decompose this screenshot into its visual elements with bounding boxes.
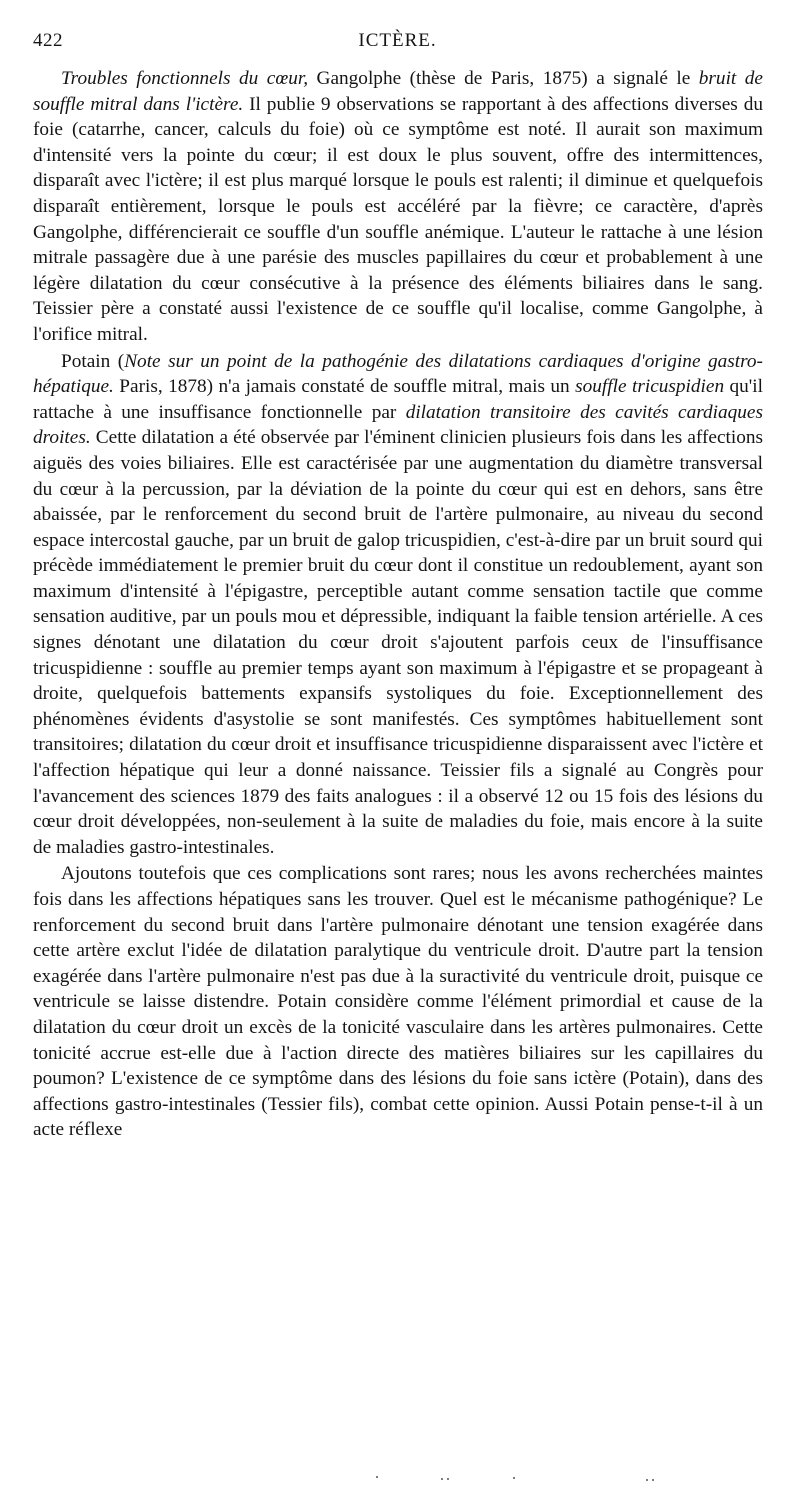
text-run: qu'il rattache à une insuffisance fonctionnelle par <box>33 376 763 423</box>
running-title: ICTÈRE. <box>358 30 437 51</box>
text-run: Potain ( <box>61 350 125 372</box>
page-number: 422 <box>33 30 63 51</box>
italic-text: bruit de souffle mitral dans l'ictère. <box>33 68 763 115</box>
italic-text: Troubles fonctionnels du cœur, <box>61 68 309 89</box>
paragraph <box>33 66 763 348</box>
body-text <box>33 66 763 1143</box>
italic-text: Note sur un point de la pathogénie des dilatations cardiaques d'origine gastro-hépatique. <box>33 350 763 398</box>
page-header <box>33 30 762 58</box>
italic-text: souffle tricuspidien <box>575 376 725 398</box>
text-run: Paris, 1878) n'a jamais constaté de souffle mitral, mais un <box>113 376 576 398</box>
paragraph <box>33 349 763 861</box>
text-run: Ajoutons toutefois que ces complications sont rares; nous les avons recherchées maintes fois dans les affections hépatiques sans les trouver. Quel est le mécanisme pathogénique? Le renforcement du second bruit dans l'artère pulmonaire dénotant une tension exagérée dans cette artère exclut l'idée de dilatation paralytique du ventricule droit. D'autre part la tension exagérée dans l'artère pulmonaire n'est pas due à la suractivité du ventricule droit, puisque ce ventricule se laisse distendre. Potain considère comme l'élément primordial et cause de la dilatation du cœur droit un excès de la tonicité vasculaire dans les artères pulmonaires. Cette tonicité accrue est-elle due à l'action directe des matières biliaires sur les capillaires du poumon? L'existence de ce symptôme dans des lésions du foie sans ictère (Potain), dans des affections gastro-intestinales (Tessier fils), combat cette opinion. Aussi Potain pense-t-il à un acte réflexe <box>33 863 763 1141</box>
italic-text: dilatation transitoire des cavités cardiaques droites. <box>33 401 763 449</box>
paragraph <box>33 861 763 1143</box>
text-run: Il publie 9 observations se rapportant à des affections diverses du foie (catarrhe, cancer, calculs du foie) où ce symptôme est noté. Il aurait son maximum d'intensité vers la pointe du cœur; il est doux le plus souvent, offre des intermittences, disparaît avec l'ictère; il est plus marqué lorsque le pouls est ralenti; il diminue et quelquefois disparaît entièrement, lorsque le pouls est accéléré par la fièvre; ce caractère, d'après Gangolphe, différencierait ce souffle d'un souffle anémique. L'auteur le rattache à une lésion mitrale passagère due à une parésie des muscles papillaires du cœur et probablement à une légère dilatation du cœur consécutive à la présence des éléments biliaires dans le sang. Teissier père a constaté aussi l'existence de ce souffle qu'il localise, comme Gangolphe, à l'orifice mitral. <box>33 93 764 345</box>
text-run: Cette dilatation a été observée par l'éminent clinicien plusieurs fois dans les affections aiguës des voies biliaires. Elle est caractérisée par une augmentation du diamètre transversal du cœur à la percussion, par la déviation de la pointe du cœur qui est en dehors, sans être abaissée, par le renforcement du second bruit de l'artère pulmonaire, au niveau du second espace intercostal gauche, par un bruit de galop tricuspidien, c'est-à-dire par un bruit sourd qui précède immédiatement le premier bruit du cœur dont il constitue un redoublement, ayant son maximum d'intensité à l'épigastre, perceptible autant comme sensation tactile que comme sensation auditive, par un pouls mou et dépressible, indiquant la faible tension artérielle. A ces signes dénotant une dilatation du cœur droit s'ajoutent parfois ceux de l'insuffisance tricuspidienne : souffle au premier temps ayant son maximum à l'épigastre et se propageant à droite, quelquefois battements expansifs systoliques du foie. Exceptionnellement des phénomènes évidents d'asystolie se sont manifestés. Ces symptômes habituellement sont transitoires; dilatation du cœur droit et insuffisance tricuspidienne disparaissent avec l'ictère et l'affection hépatique qui leur a donné naissance. Teissier fils a signalé au Congrès pour l'avancement des sciences 1879 des faits analogues : il a observé 12 ou 15 fois des lésions du cœur droit développées, non-seulement à la suite de maladies du foie, mais encore à la suite de maladies gastro-intestinales. <box>33 427 763 858</box>
scan-specks <box>0 1476 800 1486</box>
text-run: Gangolphe (thèse de Paris, 1875) a signalé le <box>308 68 699 89</box>
